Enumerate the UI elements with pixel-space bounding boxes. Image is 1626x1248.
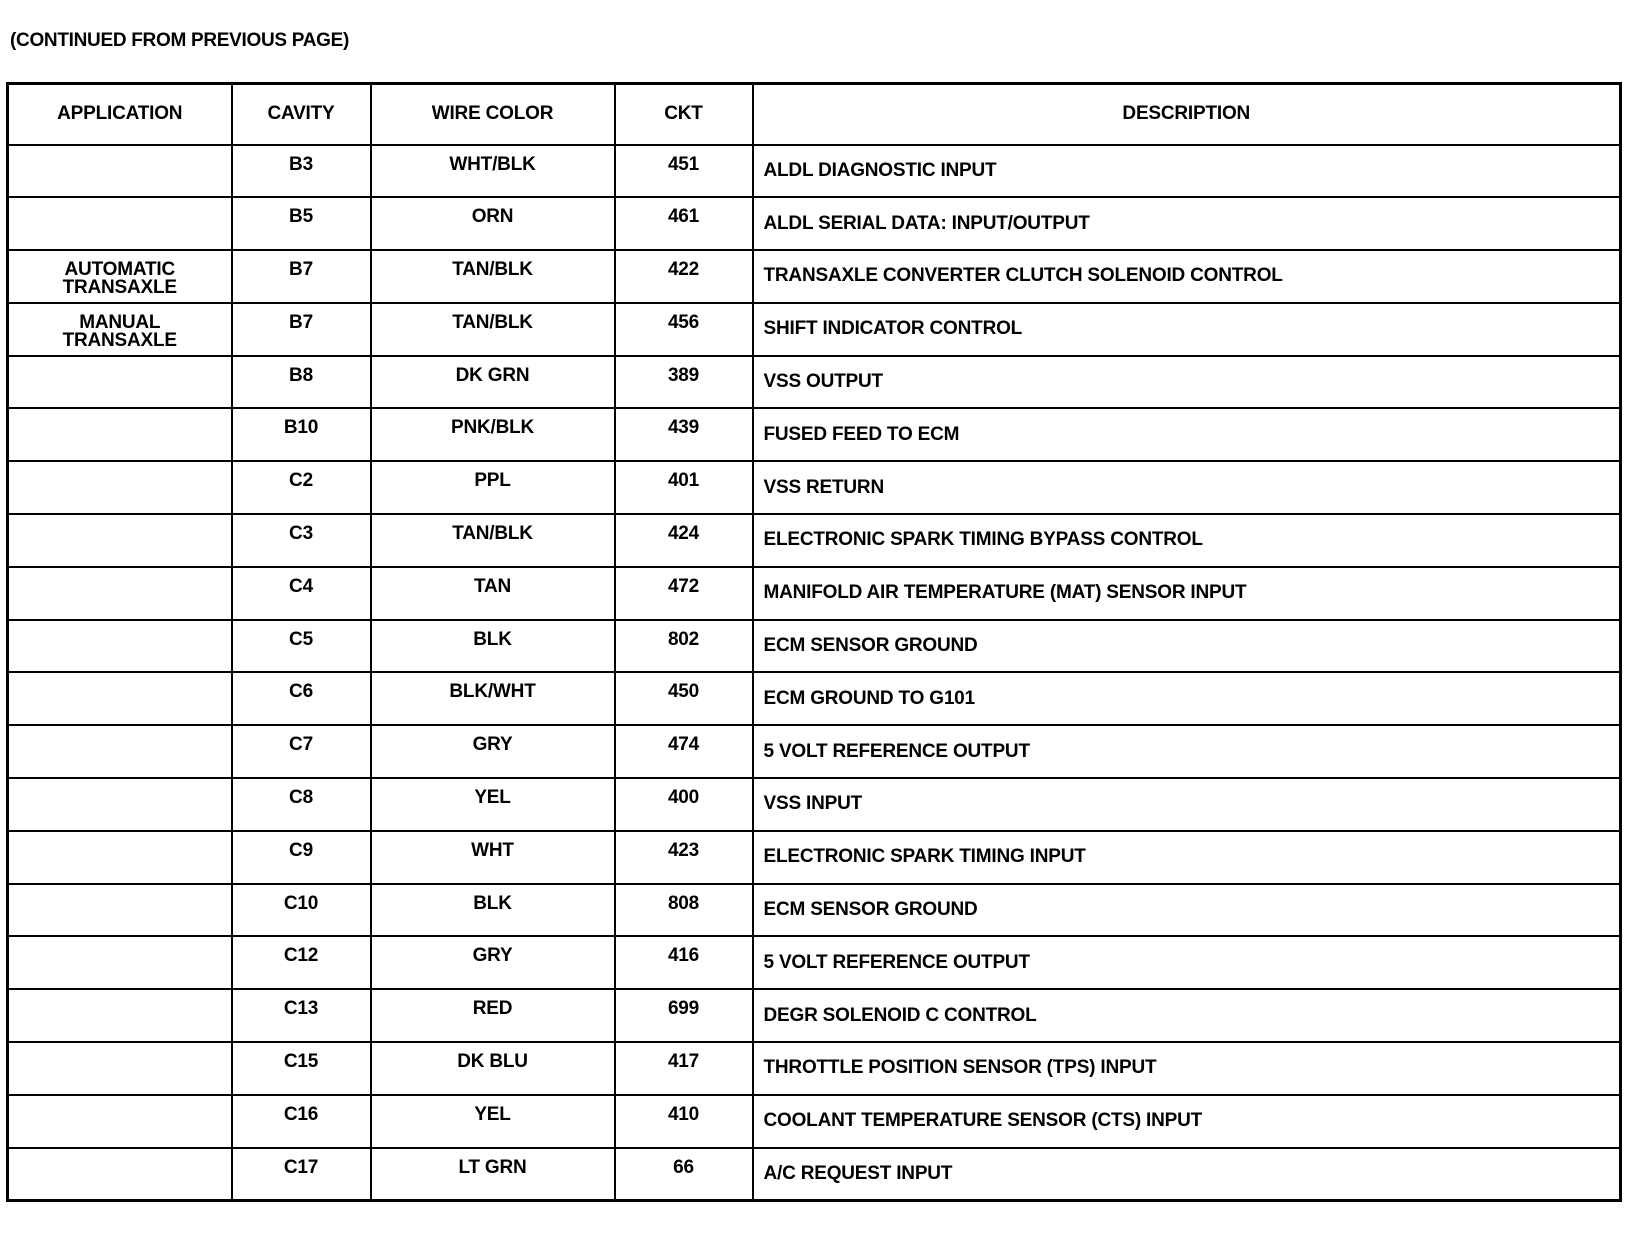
cell-description: ELECTRONIC SPARK TIMING INPUT [753, 831, 1621, 884]
cell-cavity: C15 [232, 1042, 371, 1095]
header-description: DESCRIPTION [753, 84, 1621, 145]
cell-ckt: 410 [615, 1095, 753, 1148]
cell-wire-color: LT GRN [371, 1148, 615, 1201]
header-application: APPLICATION [8, 84, 232, 145]
table-header-row [8, 84, 1621, 145]
cell-ckt: 472 [615, 567, 753, 620]
cell-cavity: C5 [232, 620, 371, 673]
cell-description: ECM SENSOR GROUND [753, 884, 1621, 937]
cell-description: MANIFOLD AIR TEMPERATURE (MAT) SENSOR INPUT [753, 567, 1621, 620]
cell-cavity: C13 [232, 989, 371, 1042]
cell-wire-color: TAN/BLK [371, 250, 615, 303]
cell-application [8, 514, 232, 567]
table-row [8, 461, 1621, 514]
cell-cavity: C12 [232, 936, 371, 989]
table-row [8, 936, 1621, 989]
cell-cavity: C9 [232, 831, 371, 884]
cell-cavity: B8 [232, 356, 371, 409]
cell-ckt: 422 [615, 250, 753, 303]
table-row [8, 1148, 1621, 1201]
cell-description: 5 VOLT REFERENCE OUTPUT [753, 936, 1621, 989]
cell-application [8, 145, 232, 198]
continued-note: (CONTINUED FROM PREVIOUS PAGE) [10, 30, 349, 51]
cell-application [8, 936, 232, 989]
table-row [8, 672, 1621, 725]
table-row [8, 356, 1621, 409]
table-row [8, 884, 1621, 937]
cell-application: MANUAL TRANSAXLE [8, 303, 232, 356]
cell-ckt: 808 [615, 884, 753, 937]
header-cavity: CAVITY [232, 84, 371, 145]
cell-application [8, 1042, 232, 1095]
cell-application [8, 725, 232, 778]
cell-wire-color: BLK [371, 620, 615, 673]
cell-cavity: C6 [232, 672, 371, 725]
header-ckt: CKT [615, 84, 753, 145]
cell-description: FUSED FEED TO ECM [753, 408, 1621, 461]
cell-cavity: C10 [232, 884, 371, 937]
cell-application [8, 1148, 232, 1201]
cell-ckt: 389 [615, 356, 753, 409]
table-row [8, 197, 1621, 250]
cell-cavity: C16 [232, 1095, 371, 1148]
cell-cavity: B5 [232, 197, 371, 250]
cell-wire-color: WHT [371, 831, 615, 884]
cell-cavity: C7 [232, 725, 371, 778]
cell-application [8, 461, 232, 514]
cell-application [8, 356, 232, 409]
cell-description: TRANSAXLE CONVERTER CLUTCH SOLENOID CONTROL [753, 250, 1621, 303]
table-row [8, 303, 1621, 356]
cell-application [8, 408, 232, 461]
cell-ckt: 417 [615, 1042, 753, 1095]
cell-cavity: B10 [232, 408, 371, 461]
cell-description: ALDL SERIAL DATA: INPUT/OUTPUT [753, 197, 1621, 250]
cell-ckt: 450 [615, 672, 753, 725]
cell-application: AUTOMATIC TRANSAXLE [8, 250, 232, 303]
cell-description: 5 VOLT REFERENCE OUTPUT [753, 725, 1621, 778]
cell-cavity: B3 [232, 145, 371, 198]
cell-cavity: B7 [232, 250, 371, 303]
table-row [8, 620, 1621, 673]
cell-wire-color: ORN [371, 197, 615, 250]
cell-application [8, 620, 232, 673]
cell-application [8, 1095, 232, 1148]
cell-ckt: 461 [615, 197, 753, 250]
cell-ckt: 401 [615, 461, 753, 514]
table-row [8, 989, 1621, 1042]
table-row [8, 778, 1621, 831]
cell-wire-color: PNK/BLK [371, 408, 615, 461]
cell-cavity: C17 [232, 1148, 371, 1201]
cell-ckt: 439 [615, 408, 753, 461]
cell-wire-color: YEL [371, 778, 615, 831]
cell-application [8, 197, 232, 250]
cell-application [8, 778, 232, 831]
cell-ckt: 451 [615, 145, 753, 198]
cell-wire-color: GRY [371, 936, 615, 989]
cell-ckt: 66 [615, 1148, 753, 1201]
cell-description: ALDL DIAGNOSTIC INPUT [753, 145, 1621, 198]
connector-table [6, 82, 1622, 1202]
cell-wire-color: RED [371, 989, 615, 1042]
cell-wire-color: TAN/BLK [371, 514, 615, 567]
cell-description: A/C REQUEST INPUT [753, 1148, 1621, 1201]
cell-description: DEGR SOLENOID C CONTROL [753, 989, 1621, 1042]
cell-wire-color: PPL [371, 461, 615, 514]
cell-wire-color: BLK/WHT [371, 672, 615, 725]
header-wire-color: WIRE COLOR [371, 84, 615, 145]
cell-description: ECM GROUND TO G101 [753, 672, 1621, 725]
cell-wire-color: GRY [371, 725, 615, 778]
cell-wire-color: TAN/BLK [371, 303, 615, 356]
cell-ckt: 400 [615, 778, 753, 831]
cell-wire-color: YEL [371, 1095, 615, 1148]
cell-description: ELECTRONIC SPARK TIMING BYPASS CONTROL [753, 514, 1621, 567]
cell-cavity: C2 [232, 461, 371, 514]
cell-ckt: 456 [615, 303, 753, 356]
cell-wire-color: BLK [371, 884, 615, 937]
cell-ckt: 423 [615, 831, 753, 884]
cell-description: VSS INPUT [753, 778, 1621, 831]
cell-ckt: 474 [615, 725, 753, 778]
cell-cavity: C8 [232, 778, 371, 831]
cell-cavity: C4 [232, 567, 371, 620]
cell-wire-color: WHT/BLK [371, 145, 615, 198]
table-row [8, 514, 1621, 567]
cell-ckt: 416 [615, 936, 753, 989]
cell-description: SHIFT INDICATOR CONTROL [753, 303, 1621, 356]
cell-application [8, 567, 232, 620]
cell-cavity: C3 [232, 514, 371, 567]
cell-wire-color: DK GRN [371, 356, 615, 409]
table-row [8, 145, 1621, 198]
table-row [8, 725, 1621, 778]
cell-application [8, 831, 232, 884]
cell-description: VSS RETURN [753, 461, 1621, 514]
cell-application [8, 672, 232, 725]
cell-wire-color: DK BLU [371, 1042, 615, 1095]
cell-description: ECM SENSOR GROUND [753, 620, 1621, 673]
cell-ckt: 424 [615, 514, 753, 567]
table-row [8, 831, 1621, 884]
cell-ckt: 699 [615, 989, 753, 1042]
cell-application [8, 884, 232, 937]
table-row [8, 408, 1621, 461]
table-row [8, 1095, 1621, 1148]
table-row [8, 250, 1621, 303]
cell-description: VSS OUTPUT [753, 356, 1621, 409]
cell-description: COOLANT TEMPERATURE SENSOR (CTS) INPUT [753, 1095, 1621, 1148]
table-row [8, 567, 1621, 620]
cell-cavity: B7 [232, 303, 371, 356]
cell-wire-color: TAN [371, 567, 615, 620]
cell-ckt: 802 [615, 620, 753, 673]
table-row [8, 1042, 1621, 1095]
cell-description: THROTTLE POSITION SENSOR (TPS) INPUT [753, 1042, 1621, 1095]
cell-application [8, 989, 232, 1042]
